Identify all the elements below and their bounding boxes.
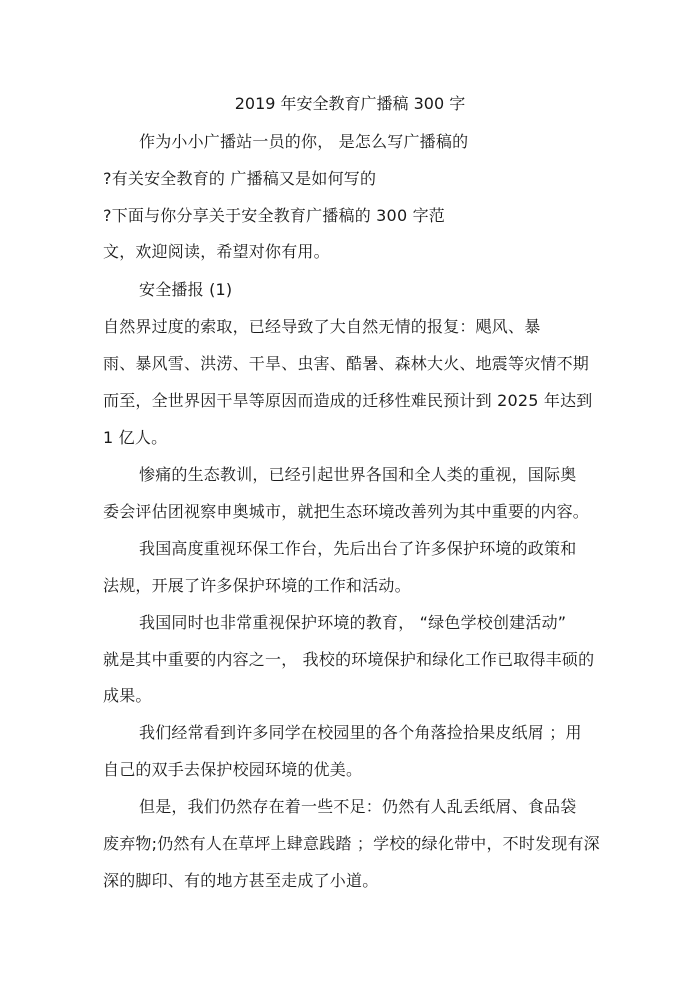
text-line: 惨痛的生态教训，已经引起世界各国和全人类的重视，国际奥: [139, 465, 577, 484]
text-line: 废弃物;仍然有人在草坪上肆意践踏 ；学校的绿化带中，不时发现有深: [103, 834, 600, 853]
text-line: 文，欢迎阅读，希望对你有用。: [103, 242, 330, 261]
text-line: 委会评估团视察申奥城市，就把生态环境改善列为其中重要的内容。: [103, 502, 590, 521]
text-line: 作为小小广播站一员的你， 是怎么写广播稿的: [139, 132, 469, 151]
text-line: 自然界过度的索取，已经导致了大自然无情的报复：飓风、暴: [103, 317, 541, 336]
text-line: 就是其中重要的内容之一， 我校的环境保护和绿化工作已取得丰硕的: [103, 650, 595, 669]
document-title: 2019 年安全教育广播稿 300 字: [234, 94, 466, 113]
text-line: 我国同时也非常重视保护环境的教育， “绿色学校创建活动”: [139, 613, 567, 632]
text-line: 而至，全世界因干旱等原因而造成的迁移性难民预计到 2025 年达到: [103, 391, 593, 410]
text-line: 深的脚印、有的地方甚至走成了小道。: [103, 871, 379, 890]
text-line: ?有关安全教育的 广播稿又是如何写的: [103, 169, 377, 188]
text-line: 我们经常看到许多同学在校园里的各个角落捡拾果皮纸屑 ；用: [139, 723, 582, 742]
text-line: 自己的双手去保护校园环境的优美。: [103, 760, 363, 779]
text-line: 1 亿人。: [103, 428, 168, 447]
text-line: 雨、暴风雪、洪涝、干旱、虫害、酷暑、森林大火、地震等灾情不期: [103, 354, 590, 373]
text-line: 我国高度重视环保工作台，先后出台了许多保护环境的政策和: [139, 539, 577, 558]
text-line: 但是，我们仍然存在着一些不足：仍然有人乱丢纸屑、食品袋: [139, 797, 577, 816]
text-line: ?下面与你分享关于安全教育广播稿的 300 字范: [103, 206, 446, 225]
text-line: 法规，开展了许多保护环境的工作和活动。: [103, 576, 411, 595]
text-line: 成果。: [103, 686, 152, 705]
section-heading: 安全播报 (1): [139, 280, 233, 299]
